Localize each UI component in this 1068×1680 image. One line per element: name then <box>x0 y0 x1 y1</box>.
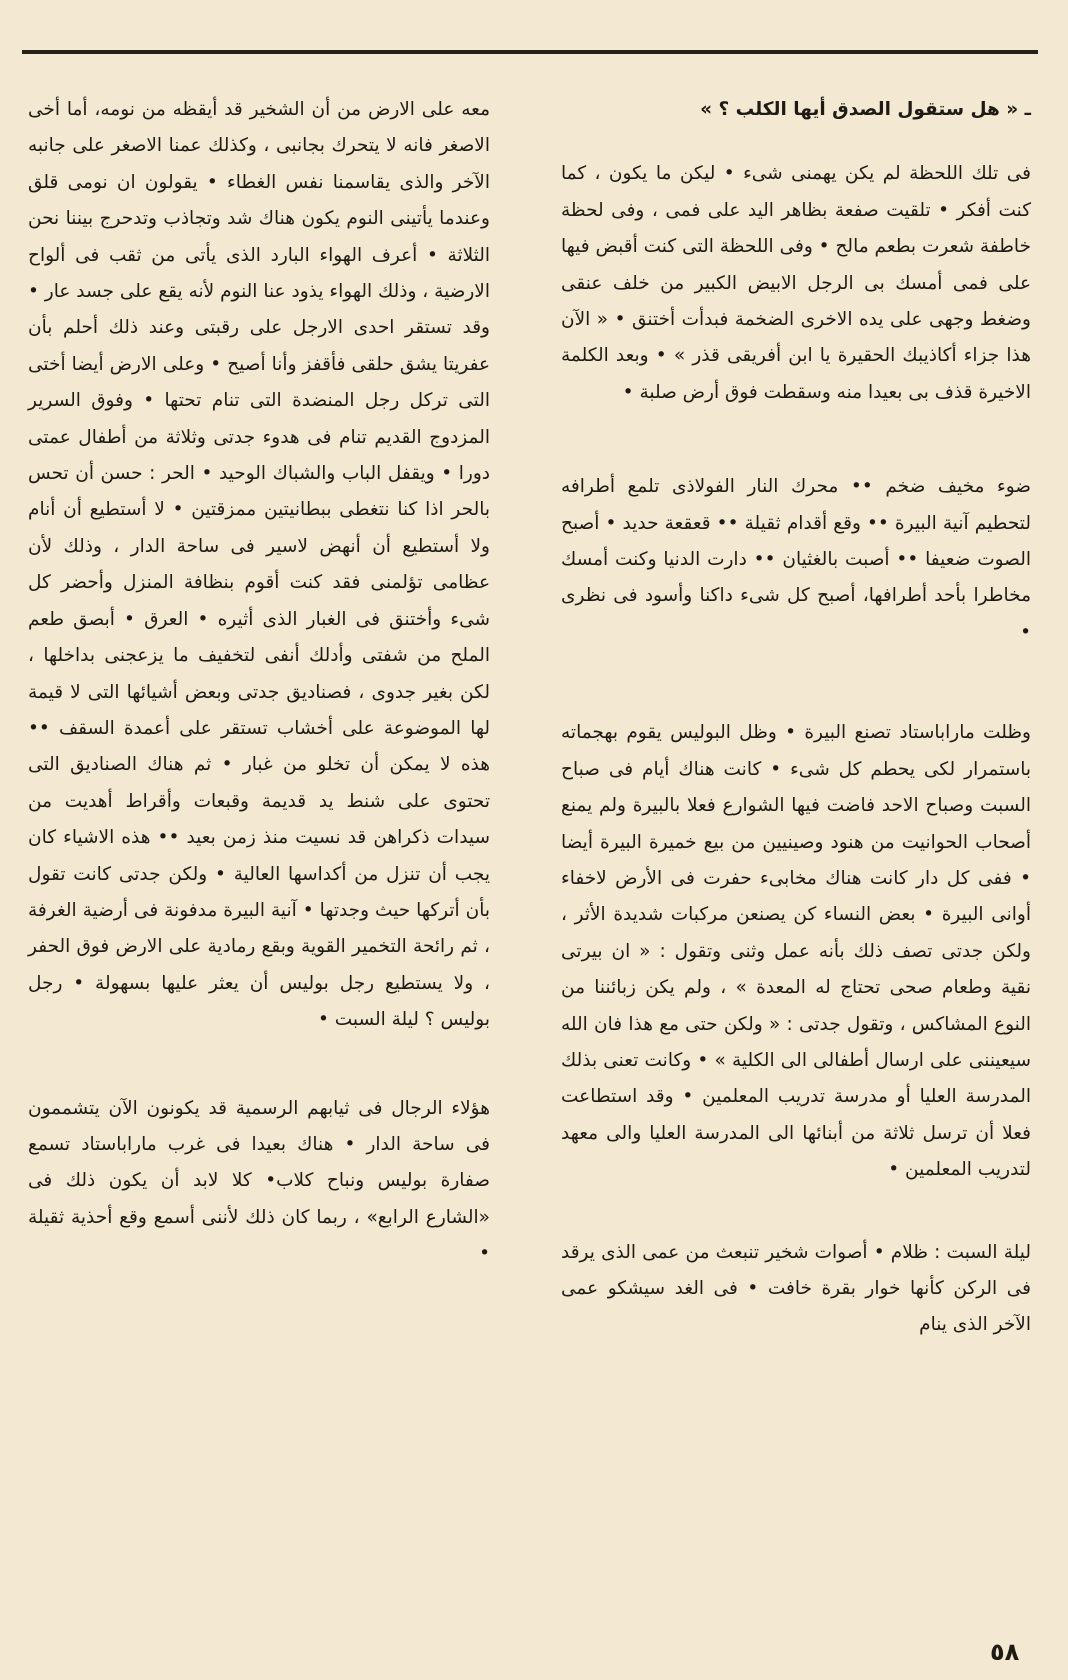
top-rule <box>22 50 1038 54</box>
paragraph: ليلة السبت : ظلام • أصوات شخير تنبعث من عمى الذى يرقد فى الركن كأنها خوار بقرة خافت • فى الغد سيشكو عمى الآخر الذى ينام <box>561 1241 1031 1336</box>
paragraph: وظلت ماراباستاد تصنع البيرة • وظل البوليس يقوم بهجماته باستمرار لكى يحطم كل شىء • كانت هناك أيام فى صباح السبت وصباح الاحد فاضت فيها الشوارع فعلا بالبيرة ولم يمنع أصحاب الحوانيت من هنود وصينيين من بيع خميرة البيرة أيضا • ففى كل دار كانت هناك مخابىء حفرت فى الأرض لاخفاء أوانى البيرة • بعض النساء كن يصنعن مركبات شديدة الأثر ، ولكن جدتى تصف ذلك بأنه عمل وثنى وتقول : « ان بيرتى نقية وطعام صحى تحتاج له المعدة » ، ولم يكن زبائننا من النوع المشاكس ، وتقول جدتى : « ولكن حتى مع هذا فان الله سيعيننى على ارسال أطفالى الى الكلية » • وكانت تعنى بذلك المدرسة العليا أو مدرسة تدريب المعلمين • وقد استطاعت فعلا أن ترسل ثلاثة من أبنائها الى المدرسة العليا والى معهد لتدريب المعلمين • <box>561 722 1031 1181</box>
paragraph: هؤلاء الرجال فى ثيابهم الرسمية قد يكونون الآن يتشممون فى ساحة الدار • هناك بعيدا فى غرب ماراباستاد تسمع صفارة بوليس ونباح كلاب• كلا لابد أن يكون ذلك فى «الشارع الرابع» ، ربما كان ذلك لأننى أسمع وقع أحذية ثقيلة • <box>28 1097 490 1265</box>
dialogue-heading: ـ « هل ستقول الصدق أيها الكلب ؟ » <box>700 99 1031 120</box>
left-column <box>28 92 490 1273</box>
paragraph: ضوء مخيف ضخم •• محرك النار الفولاذى تلمع أطرافه لتحطيم آنية البيرة •• وقع أقدام ثقيلة •• قعقعة حديد • أصبح الصوت ضعيفا •• أصبت بالغثيان •• دارت الدنيا وكنت أمسك مخاطرا بأحد أطرافها، أصبح كل شىء داكنا وأسود فى نظرى • <box>561 476 1031 643</box>
paragraph: معه على الارض من أن الشخير قد أيقظه من نومه، أما أخى الاصغر فانه لا يتحرك بجانبى ، وكذلك عمنا الاصغر على جانبه الآخر والذى يقاسمنا نفس الغطاء • يقولون ان نومى قلق وعندما يأتينى النوم يكون هناك شد وتجاذب وتدحرج بيننا نحن الثلاثة • أعرف الهواء البارد الذى يأتى من ثقب فى ألواح الارضية ، وذلك الهواء يذود عنا النوم لأنه يقع على جسد عار • وقد تستقر احدى الارجل على رقبتى وعند ذلك أحلم بأن عفريتا يشق حلقى فأقفز وأنا أصيح • وعلى الارض أيضا أختى التى تركل رجل المنضدة التى تنام تحتها • وفوق السرير المزدوج القديم تنام فى هدوء جدتى وثلاثة من أطفال عمتى دورا • ويقفل الباب والشباك الوحيد • الحر : حسن أن تحس بالحر اذا كنا نتغطى ببطانيتين ممزقتين • لا أستطيع أن أنام ولا أستطيع أن أنهض لاسير فى ساحة الدار ، وذلك لأن عظامى تؤلمنى فقد كنت أقوم بنظافة المنزل وأحضر كل شىء وأختنق فى الغبار الذى أثيره • العرق • أبصق طعم الملح من شفتى وأدلك أنفى لتخفيف ما يزعجنى بداخلها ، لكن بغير جدوى ، فصناديق جدتى وبعض أشيائها التى لا قيمة لها الموضوعة على أخشاب تستقر على أعمدة السقف •• هذه لا يمكن أن تخلو من غبار • ثم هناك الصناديق التى تحتوى على شنط يد قديمة وقبعات وأقراط أهديت من سيدات ذكراهن قد نسيت منذ زمن بعيد •• هذه الاشياء كان يجب أن تنزل من أكداسها العالية • ولكن جدتى كانت تقول بأن أتركها حيث وجدتها • آنية البيرة مدفونة فى أرضية الغرفة ، ثم رائحة التخمير القوية وبقع رمادية على الارض فوق الحفر ، ولا يستطيع رجل بوليس أن يعثر عليها بسهولة • رجل بوليس ؟ ليلة السبت • <box>28 99 490 1031</box>
right-column <box>561 92 1031 1344</box>
paragraph: فى تلك اللحظة لم يكن يهمنى شىء • ليكن ما يكون ، كما كنت أفكر • تلقيت صفعة بظاهر اليد على فمى ، وفى لحظة خاطفة شعرت بطعم مالح • وفى اللحظة التى كنت أقبض فيها على فمى أمسك بى الرجل الابيض الكبير من خلف عنقى وضغط وجهى على يده الاخرى الضخمة فبدأت أختنق • « الآن هذا جزاء أكاذيبك الحقيرة يا ابن أفريقى قذر » • وبعد الكلمة الاخيرة قذف بى بعيدا منه وسقطت فوق أرض صلبة • <box>561 163 1031 403</box>
page-number: ٥٨ <box>990 1638 1020 1666</box>
